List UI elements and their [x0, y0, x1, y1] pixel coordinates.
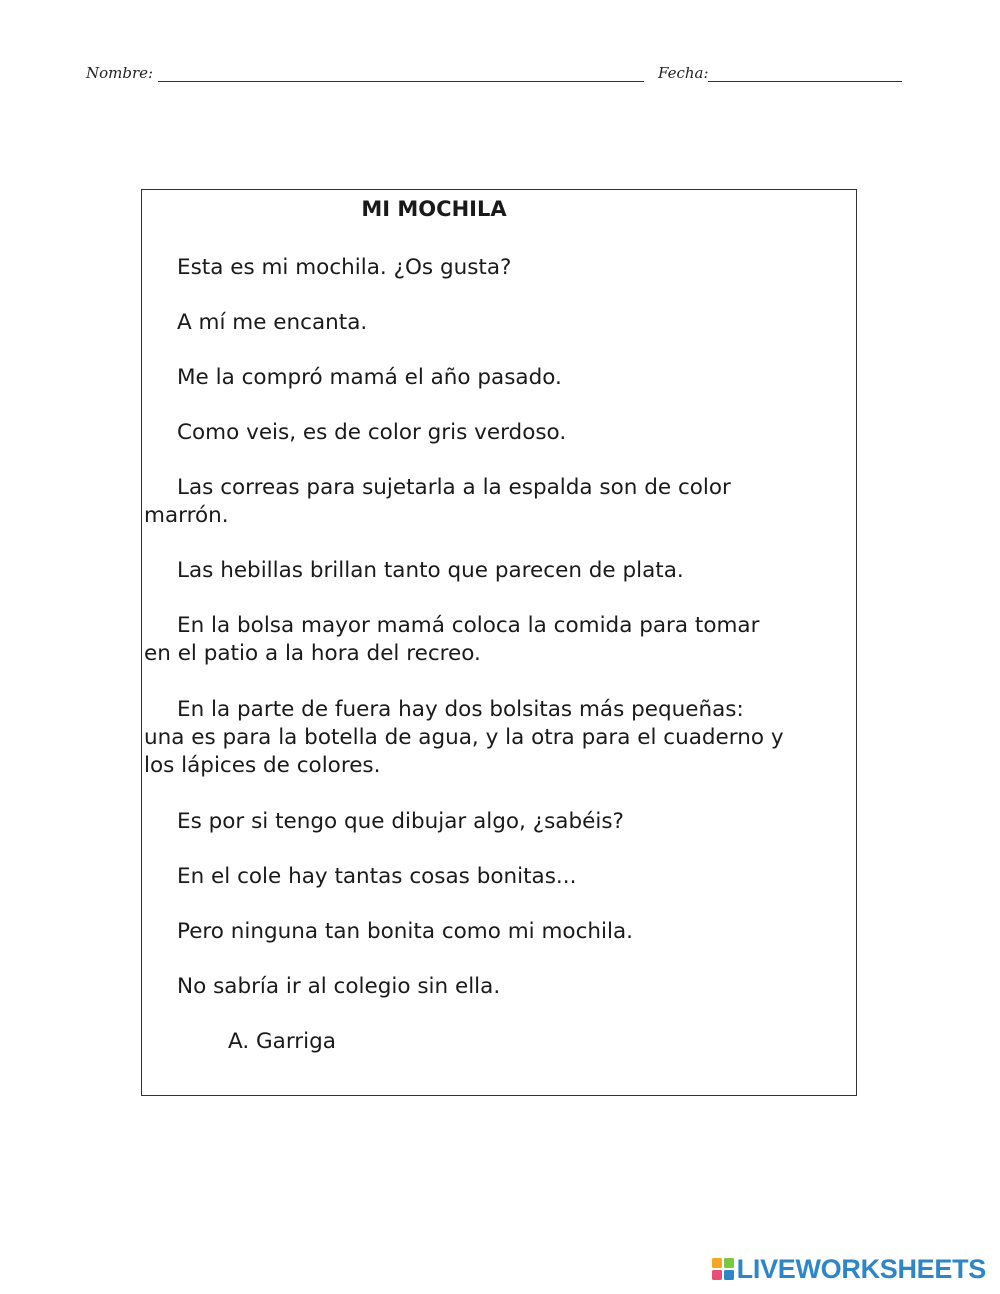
paragraph: Pero ninguna tan bonita como mi mochila.: [177, 919, 633, 944]
brand-name: LIVEWORKSHEETS: [736, 1253, 986, 1284]
author-signature: A. Garriga: [228, 1029, 336, 1054]
paragraph: No sabría ir al colegio sin ella.: [177, 974, 501, 999]
reading-box: [141, 189, 857, 1096]
paragraph: Me la compró mamá el año pasado.: [177, 365, 562, 390]
paragraph: A mí me encanta.: [177, 310, 368, 335]
reading-title: MI MOCHILA: [361, 197, 507, 221]
paragraph: En la bolsa mayor mamá coloca la comida para tomar en el patio a la hora del recreo.: [144, 613, 760, 666]
date-label: Fecha:: [658, 64, 709, 82]
liveworksheets-brand[interactable]: [712, 1254, 986, 1284]
paragraph: Como veis, es de color gris verdoso.: [177, 420, 567, 445]
paragraph: En la parte de fuera hay dos bolsitas más pequeñas: una es para la botella de agua, y la otra para el cuaderno y los lápices de colores.: [144, 697, 784, 778]
liveworksheets-logo-icon: [712, 1258, 734, 1280]
date-field-line: [708, 81, 902, 82]
student-header: [86, 62, 906, 88]
paragraph: Las correas para sujetarla a la espalda son de color marrón.: [144, 475, 731, 528]
paragraph: Las hebillas brillan tanto que parecen de plata.: [177, 558, 684, 583]
paragraph: Esta es mi mochila. ¿Os gusta?: [177, 255, 512, 280]
paragraph: Es por si tengo que dibujar algo, ¿sabéis?: [177, 809, 624, 834]
name-field-line: [158, 81, 644, 82]
name-label: Nombre:: [86, 64, 154, 82]
paragraph: En el cole hay tantas cosas bonitas...: [177, 864, 577, 889]
